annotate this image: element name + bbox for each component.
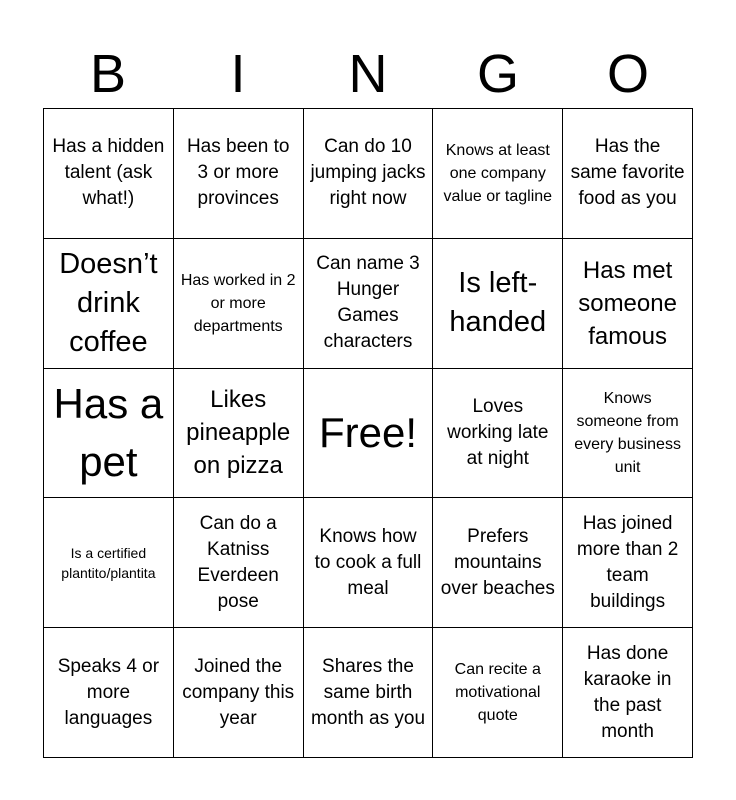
cell-text: Has been to 3 or more provinces bbox=[186, 136, 290, 210]
cell-text: Knows someone from every business unit bbox=[574, 389, 681, 476]
cell-text: Shares the same birth month as you bbox=[310, 655, 426, 729]
cell-text: Has done karaoke in the past month bbox=[583, 642, 672, 742]
header-letter-i: I bbox=[230, 44, 246, 104]
cell-text: Likes pineapple on pizza bbox=[186, 386, 291, 480]
cell-text: Loves working late at night bbox=[447, 395, 549, 469]
bingo-header bbox=[43, 40, 693, 108]
cell-text: Prefers mountains over beaches bbox=[440, 525, 555, 599]
bingo-board bbox=[43, 108, 693, 758]
header-letter-b: B bbox=[89, 44, 127, 104]
cell-text: Has a pet bbox=[53, 379, 164, 485]
bingo-cell[interactable] bbox=[44, 369, 174, 499]
cell-text: Can name 3 Hunger Games characters bbox=[316, 253, 420, 353]
bingo-cell[interactable] bbox=[563, 628, 693, 758]
bingo-cell[interactable] bbox=[304, 109, 434, 239]
bingo-cell[interactable] bbox=[174, 239, 304, 369]
bingo-cell[interactable] bbox=[44, 109, 174, 239]
cell-text: Joined the company this year bbox=[182, 655, 295, 729]
free-space-text: Free! bbox=[318, 408, 417, 456]
bingo-cell[interactable] bbox=[44, 628, 174, 758]
bingo-cell[interactable] bbox=[433, 628, 563, 758]
header-letter-n: N bbox=[348, 44, 388, 104]
cell-text: Knows how to cook a full meal bbox=[314, 525, 422, 599]
cell-text: Can do 10 jumping jacks right now bbox=[310, 136, 426, 210]
bingo-cell[interactable] bbox=[174, 628, 304, 758]
cell-text: Can do a Katniss Everdeen pose bbox=[197, 512, 279, 612]
bingo-cell[interactable] bbox=[304, 239, 434, 369]
bingo-cell[interactable] bbox=[563, 239, 693, 369]
bingo-cell[interactable] bbox=[44, 498, 174, 628]
bingo-cell[interactable] bbox=[433, 498, 563, 628]
bingo-cell[interactable] bbox=[174, 498, 304, 628]
bingo-cell[interactable] bbox=[563, 109, 693, 239]
cell-text: Has joined more than 2 team buildings bbox=[576, 512, 679, 612]
bingo-cell[interactable] bbox=[433, 369, 563, 499]
bingo-cell[interactable] bbox=[563, 369, 693, 499]
cell-text: Knows at least one company value or tagline bbox=[443, 141, 553, 205]
free-space-cell[interactable] bbox=[304, 369, 434, 499]
bingo-cell[interactable] bbox=[433, 239, 563, 369]
header-letter-g: G bbox=[476, 44, 519, 104]
cell-text: Has met someone famous bbox=[578, 256, 677, 350]
bingo-cell[interactable] bbox=[304, 498, 434, 628]
cell-text: Doesn’t drink coffee bbox=[59, 247, 158, 358]
cell-text: Has a hidden talent (ask what!) bbox=[52, 136, 165, 210]
bingo-cell[interactable] bbox=[44, 239, 174, 369]
cell-text: Can recite a motivational quote bbox=[454, 661, 541, 725]
bingo-cell[interactable] bbox=[563, 498, 693, 628]
cell-text: Speaks 4 or more languages bbox=[57, 655, 160, 729]
bingo-cell[interactable] bbox=[174, 109, 304, 239]
bingo-cell[interactable] bbox=[304, 628, 434, 758]
bingo-cell[interactable] bbox=[433, 109, 563, 239]
header-letter-o: O bbox=[606, 44, 649, 104]
cell-text: Is a certified plantito/plantita bbox=[61, 544, 156, 581]
cell-text: Has the same favorite food as you bbox=[570, 136, 685, 210]
bingo-cell[interactable] bbox=[174, 369, 304, 499]
cell-text: Is left-handed bbox=[449, 267, 547, 339]
cell-text: Has worked in 2 or more departments bbox=[180, 271, 296, 335]
